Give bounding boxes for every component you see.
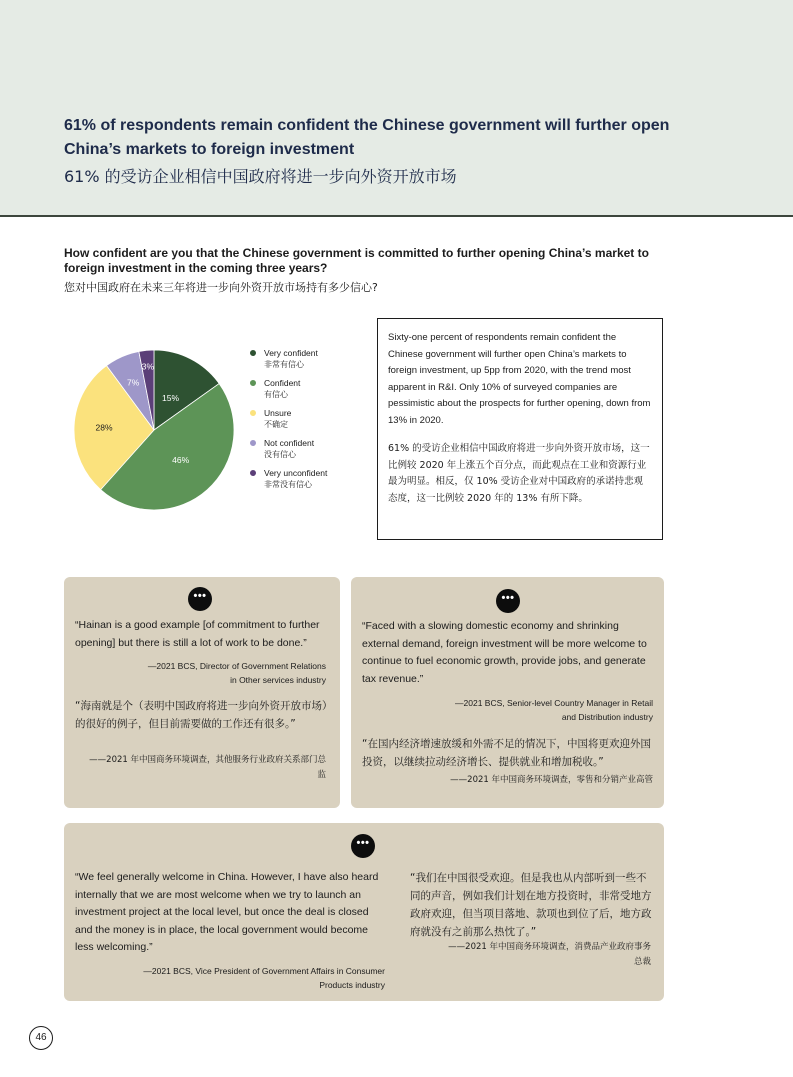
quote-text-cn: “我们在中国很受欢迎。但是我也从内部听到一些不同的声音，例如我们计划在地方投资时，非常受地方政府欢迎，但当项目落地、款项也到位了后，地方政府就没有之前那么热忱了。” <box>410 872 652 938</box>
legend-label-cn: 不确定 <box>264 420 288 429</box>
legend-label: Very unconfident <box>264 468 328 478</box>
quote-attribution: —2021 BCS, Senior-level Country Manager in Retail and Distribution industry <box>455 698 653 722</box>
legend-item <box>250 437 360 467</box>
page-number: 46 <box>29 1026 53 1050</box>
pie-slice-label: 46% <box>172 454 190 465</box>
quote-attribution-cn: ——2021 年中国商务环境调查，零售和分销产业高管 <box>450 775 653 785</box>
legend-item <box>250 347 360 377</box>
pie-slice-label: 15% <box>161 393 180 404</box>
legend-swatch <box>250 440 256 446</box>
speech-bubble-icon: ••• <box>188 587 212 611</box>
quote-text: “Faced with a slowing domestic economy and shrinking external demand, foreign investment will be more welcome to continue to fuel economic growth, provide jobs, and generate tax revenue.” <box>362 620 647 685</box>
legend-label: Not confident <box>264 438 315 448</box>
summary-box <box>377 318 663 540</box>
survey-question-cn: 您对中国政府在未来三年将进一步向外资开放市场持有多少信心? <box>64 281 378 294</box>
legend-label: Very confident <box>264 348 318 358</box>
legend-label-cn: 没有信心 <box>264 450 296 459</box>
legend-item <box>250 407 360 437</box>
legend-swatch <box>250 380 256 386</box>
legend-item <box>250 467 360 497</box>
speech-bubble-icon: ••• <box>351 834 375 858</box>
legend-swatch <box>250 470 256 476</box>
quote-text-cn: “海南就是个（表明中国政府将进一步向外资开放市场）的很好的例子，但目前需要做的工作还有很多。” <box>75 700 333 730</box>
quote-card <box>64 823 664 1001</box>
chart-legend <box>250 347 360 497</box>
legend-label-cn: 非常有信心 <box>264 360 304 369</box>
page-title-cn: 61% 的受访企业相信中国政府将进一步向外资开放市场 <box>64 167 457 186</box>
pie-chart <box>64 340 244 520</box>
quote-attribution-cn: ——2021 年中国商务环境调查，消费品产业政府事务总裁 <box>448 942 651 967</box>
page-title: 61% of respondents remain confident the Chinese government will further open China’s markets to foreign investment <box>64 117 670 158</box>
legend-label-cn: 有信心 <box>264 390 288 399</box>
speech-bubble-icon: ••• <box>496 589 520 613</box>
legend-label: Unsure <box>264 408 292 418</box>
legend-label-cn: 非常没有信心 <box>264 480 312 489</box>
survey-question: How confident are you that the Chinese government is committed to further opening China’s market to foreign investment in the coming three years? <box>64 246 649 275</box>
quote-attribution: —2021 BCS, Director of Government Relations in Other services industry <box>147 661 326 685</box>
quote-attribution-cn: ——2021 年中国商务环境调查，其他服务行业政府关系部门总监 <box>89 755 326 780</box>
pie-slice-label: 7% <box>127 377 140 388</box>
legend-item <box>250 377 360 407</box>
legend-label: Confident <box>264 378 301 388</box>
quote-attribution: —2021 BCS, Vice President of Government Affairs in Consumer Products industry <box>143 966 385 990</box>
quote-text-cn: “在国内经济增速放缓和外需不足的情况下，中国将更欢迎外国投资，以继续拉动经济增长、提供就业和增加税收。” <box>362 738 651 768</box>
legend-swatch <box>250 410 256 416</box>
pie-slice-label: 28% <box>95 422 113 433</box>
quote-card <box>64 577 340 808</box>
summary-text: Sixty-one percent of respondents remain confident the Chinese government will further open China’s markets to foreign investment, up 5pp from 2020, with the trend most apparent in R&I. Only 10% of surveyed companies are pessimistic about the prospects for further opening, down from 13% in 2020. <box>388 332 651 426</box>
summary-text-cn: 61% 的受访企业相信中国政府将进一步向外资开放市场，这一比例较 2020 年上涨五个百分点，而此观点在工业和资源行业最为明显。相反，仅 10% 受访企业对中国政府的承诺持悲观态度，这一比例较 2020 年的 13% 有所下降。 <box>388 443 650 504</box>
quote-card <box>351 577 664 808</box>
pie-slice-label: 3% <box>141 361 155 372</box>
quote-text: “Hainan is a good example [of commitment to further opening] but there is still a lot of work to be done.” <box>75 619 320 649</box>
quote-text: “We feel generally welcome in China. However, I have also heard internally that we are most welcome when we try to launch an investment project at the local level, but once the deal is closed and the money is in place, the local government would become less welcoming.” <box>75 871 379 953</box>
legend-swatch <box>250 350 256 356</box>
